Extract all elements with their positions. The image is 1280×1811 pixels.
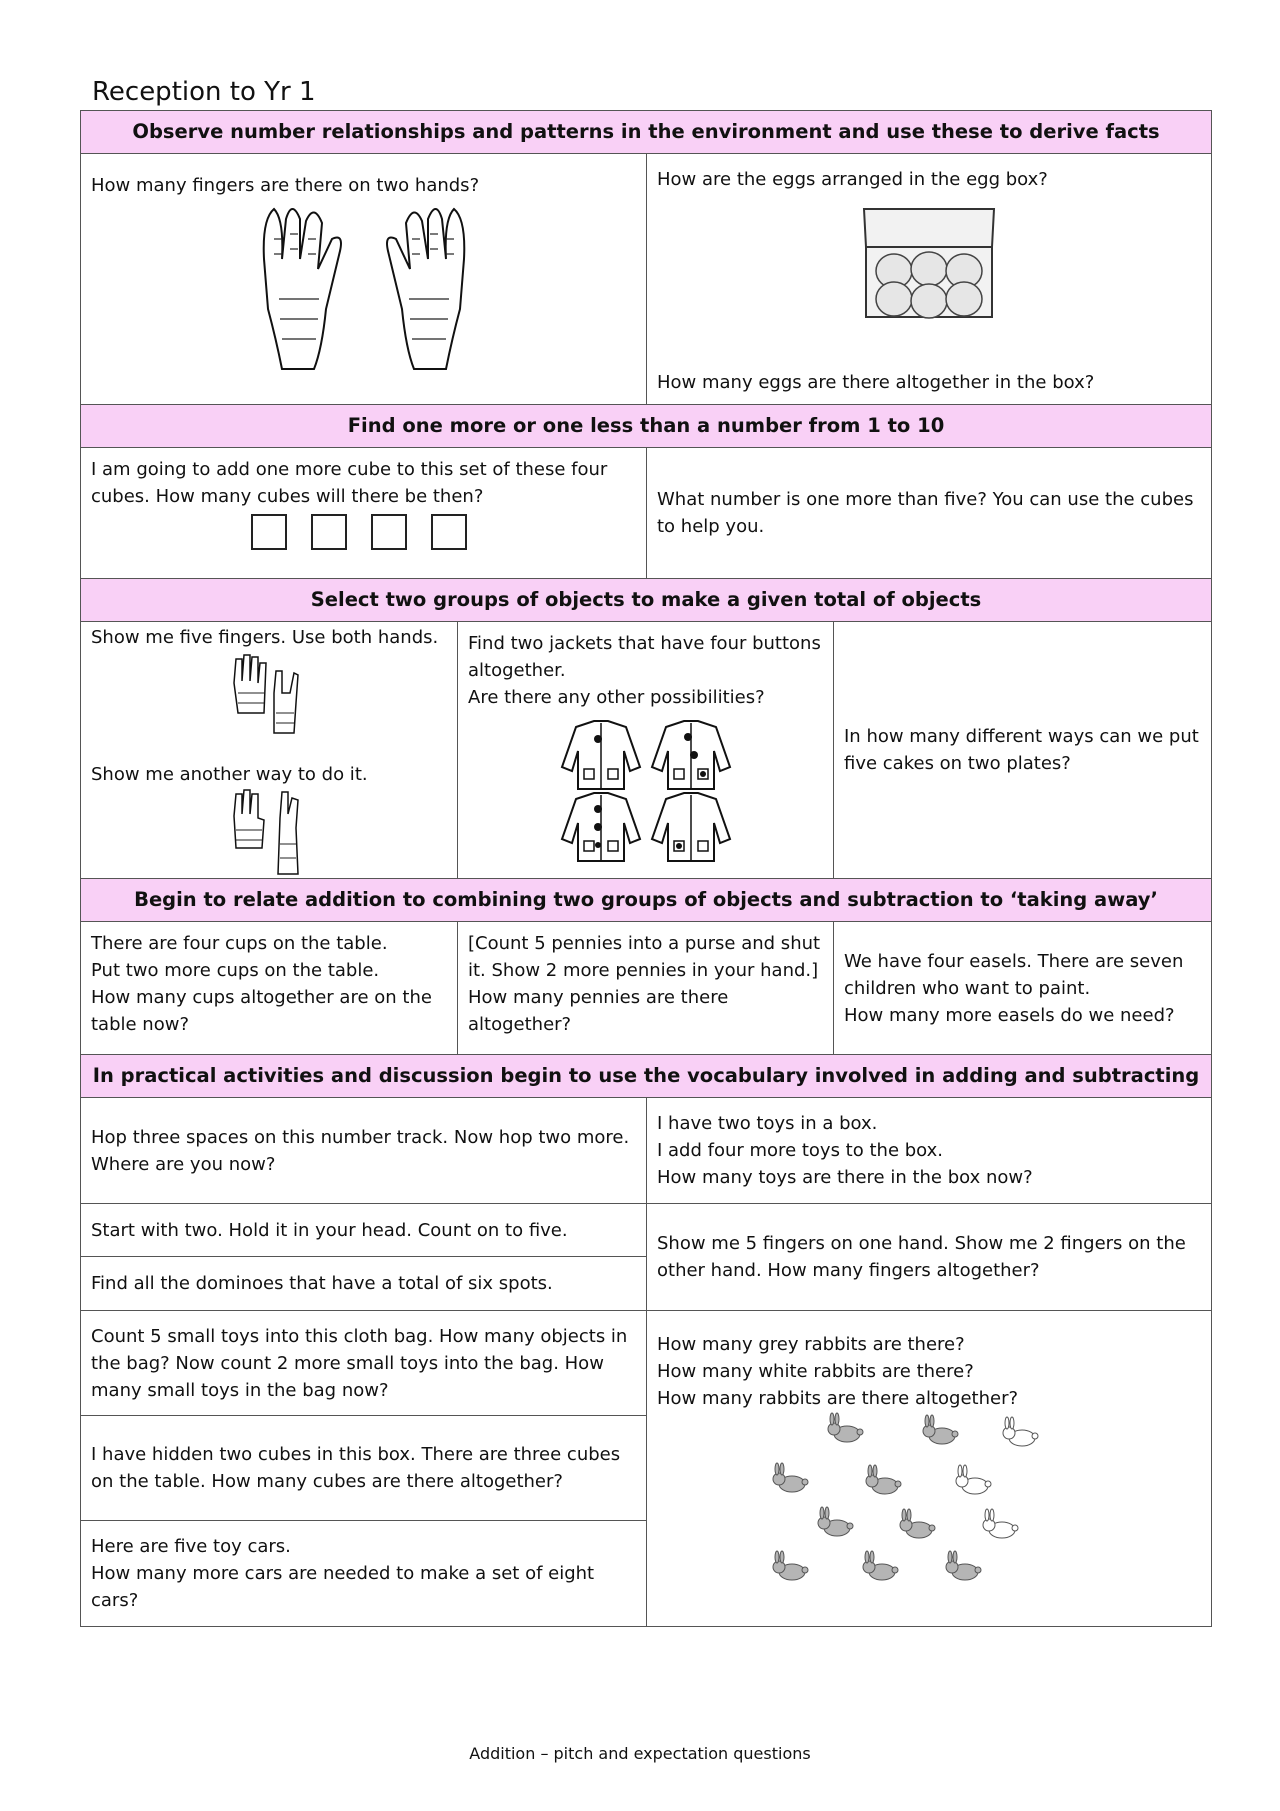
- grey-rabbit-icon: [900, 1509, 935, 1538]
- cakes-cell: [833, 622, 1211, 878]
- white-rabbit-icon: [956, 1465, 991, 1494]
- dominoes-question: Find all the dominoes that have a total of six spots.: [91, 1273, 553, 1294]
- toys-question: I have two toys in a box. I add four more toys to the box. How many toys are there in the box now?: [657, 1113, 1033, 1188]
- cloth-bag-question: Count 5 small toys into this cloth bag. How many objects in the bag? Now count 2 more small toys into the bag. How many small toys in the bag now?: [81, 1311, 646, 1416]
- section-heading: Select two groups of objects to make a given total of objects: [81, 579, 1211, 622]
- hold-in-head-question: Start with two. Hold it in your head. Count on to five.: [81, 1204, 646, 1257]
- jackets-question: Find two jackets that have four buttons altogether. Are there any other possibilities?: [468, 633, 821, 708]
- four-cubes-cell: [81, 448, 646, 578]
- rabbits-image: [657, 1412, 1202, 1592]
- cube: [431, 514, 467, 550]
- table-row: [81, 154, 1211, 405]
- cube: [251, 514, 287, 550]
- rabbits-cell: [646, 1311, 1211, 1626]
- fingers-both-hands-question: Show me 5 fingers on one hand. Show me 2 fingers on the other hand. How many fingers altogether?: [657, 1233, 1186, 1281]
- table-row: [81, 1311, 1211, 1626]
- eggs-question-arrangement: How are the eggs arranged in the egg box?: [657, 169, 1048, 190]
- cube-set: [251, 514, 636, 550]
- five-fingers-cell: [81, 622, 457, 878]
- table-row: [81, 1098, 1211, 1204]
- easels-cell: [833, 922, 1211, 1054]
- easels-question: We have four easels. There are seven children who want to paint. How many more easels do we need?: [844, 950, 1184, 1026]
- number-track-cell: [81, 1098, 646, 1203]
- cubes-question: I am going to add one more cube to this set of these four cubes. How many cubes will there be then?: [91, 459, 608, 507]
- table-row: [81, 622, 1211, 879]
- worksheet-table: [80, 110, 1212, 1627]
- two-hands-image: [234, 199, 494, 379]
- page-title: Reception to Yr 1: [92, 77, 316, 107]
- jackets-cell: [457, 622, 833, 878]
- hop-question: Hop three spaces on this number track. Now hop two more. Where are you now?: [91, 1126, 630, 1175]
- white-rabbit-icon: [983, 1509, 1018, 1538]
- hands-three-and-two-image: [224, 788, 314, 878]
- pennies-question: [Count 5 pennies into a purse and shut it. Show 2 more pennies in your hand.] How many pennies are there altogether?: [468, 933, 821, 1035]
- stories-cell: [81, 1311, 646, 1626]
- section-heading: Observe number relationships and patterns in the environment and use these to derive facts: [81, 111, 1211, 154]
- fingers-question: How many fingers are there on two hands?: [91, 175, 480, 196]
- five-fingers-question: Show me five fingers. Use both hands.: [91, 627, 439, 648]
- grey-rabbit-icon: [773, 1551, 808, 1580]
- white-rabbit-icon: [1003, 1417, 1038, 1446]
- section-heading: Find one more or one less than a number from 1 to 10: [81, 405, 1211, 448]
- cakes-question: In how many different ways can we put five cakes on two plates?: [844, 726, 1199, 774]
- rabbits-question: How many grey rabbits are there? How many white rabbits are there? How many rabbits are there altogether?: [657, 1334, 1019, 1409]
- section-heading: Begin to relate addition to combining two groups of objects and subtraction to ‘taking away’: [81, 879, 1211, 922]
- one-more-question: What number is one more than five? You can use the cubes to help you.: [657, 489, 1194, 537]
- page-footer: Addition – pitch and expectation questions: [469, 1744, 811, 1763]
- cube: [371, 514, 407, 550]
- pennies-cell: [457, 922, 833, 1054]
- grey-rabbit-icon: [923, 1415, 958, 1444]
- grey-rabbit-icon: [863, 1551, 898, 1580]
- eggs-question-total: How many eggs are there altogether in the box?: [657, 372, 1095, 393]
- section-heading: In practical activities and discussion begin to use the vocabulary involved in adding and subtracting: [81, 1055, 1211, 1098]
- grey-rabbit-icon: [773, 1463, 808, 1492]
- one-more-than-five-cell: [646, 448, 1211, 578]
- table-row: [81, 448, 1211, 579]
- cups-question: There are four cups on the table. Put two more cups on the table. How many cups altogether are on the table now?: [91, 933, 432, 1035]
- table-row: [81, 1204, 1211, 1311]
- cube: [311, 514, 347, 550]
- grey-rabbit-icon: [818, 1507, 853, 1536]
- grey-rabbit-icon: [866, 1465, 901, 1494]
- table-row: [81, 922, 1211, 1055]
- hands-four-and-one-image: [224, 653, 314, 753]
- egg-box-image: [854, 197, 1004, 337]
- hidden-cubes-question: I have hidden two cubes in this box. There are three cubes on the table. How many cubes are there altogether?: [81, 1416, 646, 1521]
- grey-rabbit-icon: [828, 1413, 863, 1442]
- grey-rabbit-icon: [946, 1551, 981, 1580]
- toy-cars-question: Here are five toy cars. How many more cars are needed to make a set of eight cars?: [91, 1536, 595, 1611]
- eggs-cell: [646, 154, 1211, 404]
- another-way-question: Show me another way to do it.: [91, 764, 368, 785]
- jackets-image: [556, 717, 736, 867]
- fingers-cell: [81, 154, 646, 404]
- cups-cell: [81, 922, 457, 1054]
- count-on-cell: [81, 1204, 646, 1310]
- fingers-both-hands-cell: [646, 1204, 1211, 1310]
- toys-box-cell: [646, 1098, 1211, 1203]
